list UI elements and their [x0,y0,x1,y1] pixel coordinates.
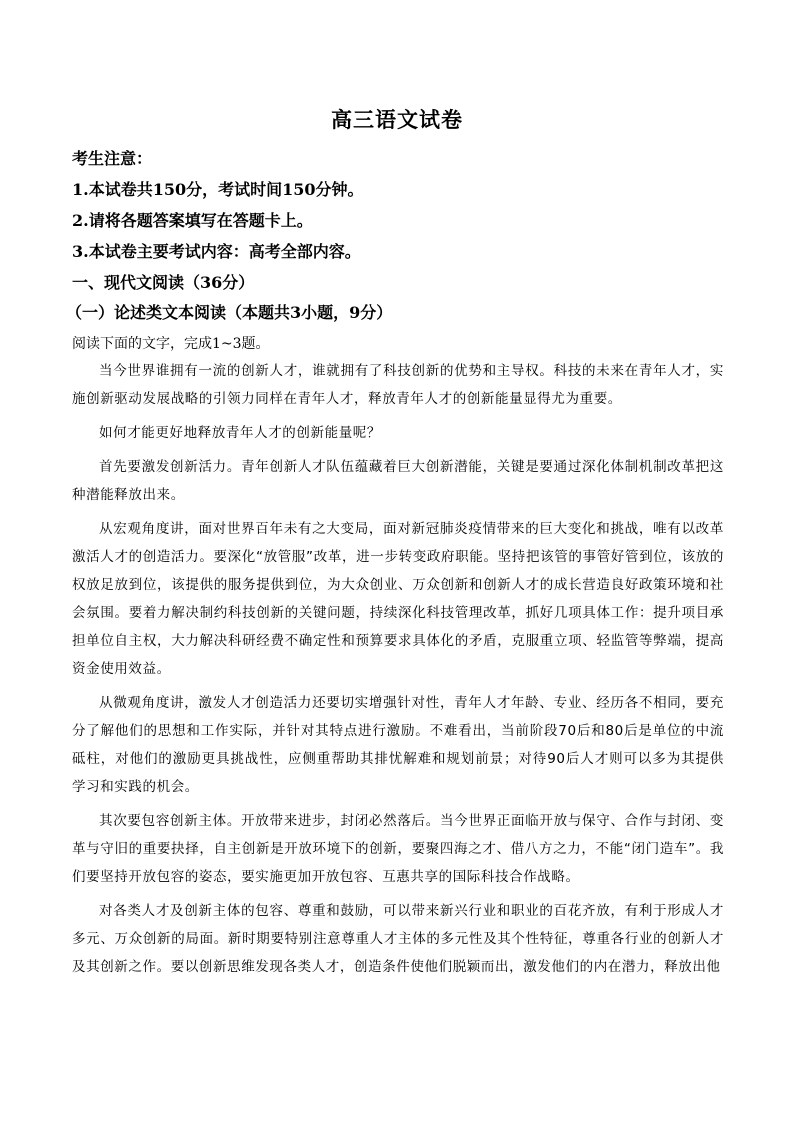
passage-paragraph-5: 从微观角度讲，激发人才创造活力还要切实增强针对性，青年人才年龄、专业、经历各不相同，要充分了解他们的思想和工作实际，并针对其特点进行激励。不难看出，当前阶段70后和80后是单位的中流砥柱，对他们的激励更具挑战性，应侧重帮助其排忧解难和规划前景；对待90后人才则可以多为其提供学习和实践的机会。 [72,695,724,795]
passage-paragraph-3: 首先要激发创新活力。青年创新人才队伍蕴藏着巨大创新潜能，关键是要通过深化体制机制改革把这种潜能释放出来。 [72,459,724,503]
notice-item-1: 1.本试卷共150分，考试时间150分钟。 [72,180,364,199]
section-heading: 一、现代文阅读（36分） [72,273,255,292]
notice-heading: 考生注意： [72,149,153,168]
passage-paragraph-6: 其次要包容创新主体。开放带来进步，封闭必然落后。当今世界正面临开放与保守、合作与封闭、变革与守旧的重要抉择，自主创新是开放环境下的创新，要聚四海之才、借八方之力，不能“闭门造车”。我们要坚持开放包容的姿态，要实施更加开放包容、互惠共享的国际科技合作战略。 [72,813,724,885]
passage-paragraph-7: 对各类人才及创新主体的包容、尊重和鼓励，可以带来新兴行业和职业的百花齐放，有利于形成人才多元、万众创新的局面。新时期要特别注意尊重人才主体的多元性及其个性特征，尊重各行业的创新人才及其创新之作。要以创新思维发现各类人才，创造条件使他们脱颖而出，激发他们的内在潜力，释放出他 [72,903,724,975]
page-title: 高三语文试卷 [331,107,463,132]
passage-paragraph-2: 如何才能更好地释放青年人才的创新能量呢？ [99,425,381,441]
notice-item-3: 3.本试卷主要考试内容：高考全部内容。 [72,242,361,261]
passage-paragraph-4: 从宏观角度讲，面对世界百年未有之大变局，面对新冠肺炎疫情带来的巨大变化和挑战，唯有以改革激活人才的创造活力。要深化“放管服”改革，进一步转变政府职能。坚持把该管的事管好管到位，该放的权放足放到位，该提供的服务提供到位，为大众创业、万众创新和创新人才的成长营造良好政策环境和社会氛围。要着力解决制约科技创新的关键问题，持续深化科技管理改革，抓好几项具体工作：提升项目承担单位自主权，大力解决科研经费不确定性和预算要求具体化的矛盾，克服重立项、轻监管等弊端，提高资金使用效益。 [72,521,724,677]
reading-passage [72,357,724,987]
notice-item-2: 2.请将各题答案填写在答题卡上。 [72,211,313,230]
subsection-heading: （一）论述类文本阅读（本题共3小题，9分） [66,303,393,322]
reading-instruction: 阅读下面的文字，完成1~3题。 [72,336,270,352]
passage-paragraph-1: 当今世界谁拥有一流的创新人才，谁就拥有了科技创新的优势和主导权。科技的未来在青年人才，实施创新驱动发展战略的引领力同样在青年人才，释放青年人才的创新能量显得尤为重要。 [72,363,724,407]
